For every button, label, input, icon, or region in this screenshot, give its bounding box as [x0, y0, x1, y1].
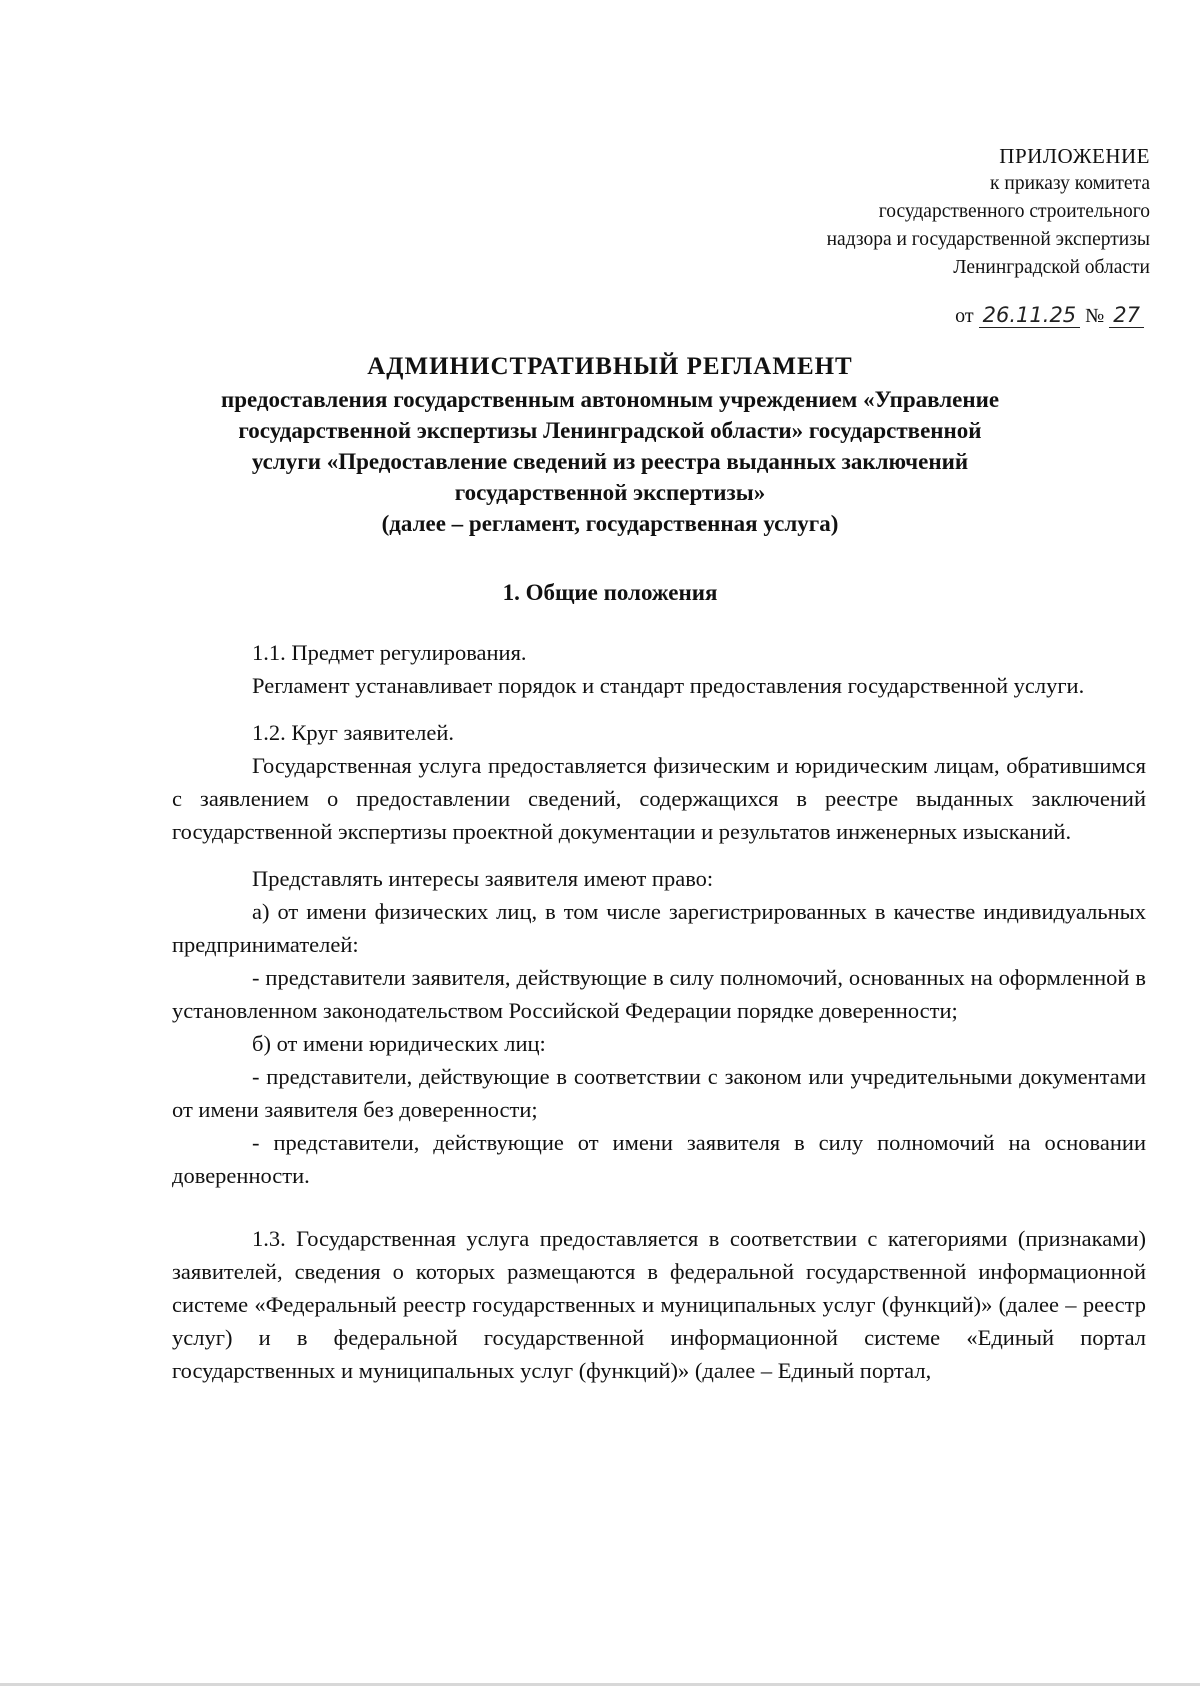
body-text [172, 636, 1146, 1387]
order-prefix: от [955, 305, 974, 327]
paragraph: Государственная услуга предоставляется физическим и юридическим лицам, обратившимся с заявлением о предоставлении сведений, содержащихся в реестре выданных заключений государственной экспертизы проектной документации и результатов инженерных изысканий. [172, 753, 1146, 844]
paragraph: 1.2. Круг заявителей. [252, 720, 455, 745]
title-main: АДМИНИСТРАТИВНЫЙ РЕГЛАМЕНТ [367, 353, 853, 380]
appendix-block [827, 142, 1150, 282]
appendix-line: государственного строительного [878, 201, 1150, 222]
paragraph: а) от имени физических лиц, в том числе зарегистрированных в качестве индивидуальных предпринимателей: [172, 899, 1146, 957]
order-number-sign: № [1085, 305, 1105, 327]
title-line: предоставления государственным автономным учреждением «Управление [220, 387, 1000, 412]
appendix-line: к приказу комитета [990, 173, 1150, 194]
paragraph: - представители, действующие в соответствии с законом или учредительными документами от имени заявителя без доверенности; [172, 1064, 1146, 1122]
order-date-number [955, 301, 1144, 331]
document-title [160, 350, 1060, 539]
appendix-line: Ленинградской области [953, 257, 1150, 278]
appendix-line: надзора и государственной экспертизы [826, 229, 1150, 250]
order-number-handwritten: 27 [1109, 303, 1144, 328]
paragraph: б) от имени юридических лиц: [252, 1031, 546, 1056]
title-line: (далее – регламент, государственная услуга) [381, 511, 839, 536]
paragraph: Представлять интересы заявителя имеют право: [252, 866, 714, 891]
title-line: государственной экспертизы» [454, 480, 766, 505]
paragraph: 1.1. Предмет регулирования. [252, 640, 527, 665]
section-heading: 1. Общие положения [502, 580, 718, 605]
appendix-heading: ПРИЛОЖЕНИЕ [999, 144, 1150, 168]
paragraph: 1.3. Государственная услуга предоставляется в соответствии с категориями (признаками) заявителей, сведения о которых размещаются в федеральной государственной информационной системе «Федеральный реестр государственных и муниципальных услуг (функций)» (далее – реестр услуг) и в федеральной государственной информационной системе «Единый портал государственных и муниципальных услуг (функций)» (далее – Единый портал, [172, 1226, 1146, 1383]
paragraph: Регламент устанавливает порядок и стандарт предоставления государственной услуги. [252, 673, 1085, 698]
title-line: государственной экспертизы Ленинградской области» государственной [238, 418, 982, 443]
paragraph: - представители, действующие от имени заявителя в силу полномочий на основании доверенности. [172, 1130, 1146, 1188]
order-date-handwritten: 26.11.25 [979, 303, 1081, 328]
page-bottom-edge [0, 1683, 1200, 1686]
title-line: услуги «Предоставление сведений из реестра выданных заключений [251, 449, 969, 474]
paragraph: - представители заявителя, действующие в силу полномочий, основанных на оформленной в установленном законодательством Российской Федерации порядке доверенности; [172, 965, 1146, 1023]
